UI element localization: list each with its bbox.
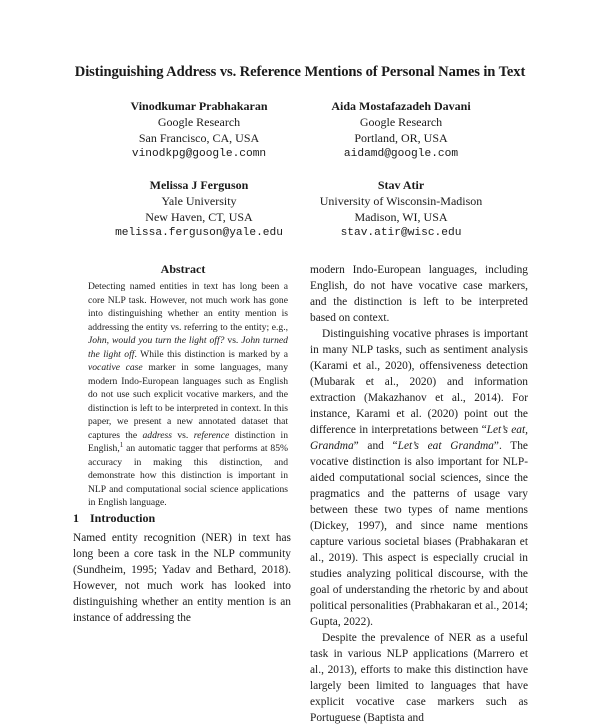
footnote-marker[interactable]: 1 [119,440,124,449]
author-name: Melissa J Ferguson [149,178,249,192]
author-name: Stav Atir [377,178,425,192]
example-address: John, would you turn the light off? [88,335,225,346]
term-reference: reference [193,429,230,441]
author-name: Vinodkumar Prabhakaran [130,99,268,113]
author-name: Aida Mostafazadeh Davani [331,99,471,113]
author-location: New Haven, CT, USA [145,210,253,224]
author-location: San Francisco, CA, USA [138,131,260,145]
intro-paragraph: Named entity recognition (NER) in text has long been a core task in the NLP community (Sundheim, 1995; Yadav and Bethard, 2018). However, not much work has looked into distinguishing whether an entity mention is an instance of addressing the [73,532,291,624]
author-email: stav.atir@wisc.edu [340,227,462,239]
author-email: melissa.ferguson@yale.edu [115,227,283,239]
example-reference: John turned the light off [88,335,288,360]
paper-title: Distinguishing Address vs. Reference Mentions of Personal Names in Text [74,64,526,80]
paragraph: Distinguishing vocative phrases is important in many NLP tasks, such as sentiment analysis (Karami et al., 2020), offensiveness detection (Mubarak et al., 2020) and information extraction (Makazhanov et al., 2014). For instance, Karami et al. (2020) point out the difference in interpretations between “Let’s eat, Grandma” and “Let’s eat Grandma”. The vocative distinction is also important for NLP-aided computational social sciences, since the pragmatics and the patterns of usage vary between these two types of name mentions (Dickey, 1997), and since name mentions capture various societal biases (Prabhakaran et al., 2019). This aspect is especially crucial in studies analyzing political discourse, with the goal of understanding the rhetoric by and about political personalities (Prabhakaran et al., 2014; Gupta, 2022). [310,328,528,628]
author-block [281,177,521,241]
term-vocative: vocative case [88,362,143,373]
author-location: Portland, OR, USA [354,131,448,145]
author-email: vinodkpg@google.comn [131,148,267,160]
author-location: Madison, WI, USA [354,210,448,224]
author-affiliation: Google Research [359,115,443,129]
section-title: Introduction [90,511,156,525]
paragraph: modern Indo-European languages, including English, do not have vocative case markers, and the distinction is left to be interpreted based on context. [310,264,528,324]
abstract-heading: Abstract [160,262,206,276]
author-affiliation: Google Research [157,115,241,129]
author-affiliation: University of Wisconsin-Madison [319,194,483,208]
section-heading [73,511,155,526]
example-quote: Let’s eat, Grandma [310,424,528,452]
abstract-body: Detecting named entities in text has long been a core NLP task. However, not much work has gone into distinguishing whether an entity mention is addressing the entity vs. referring to the entity; e.g., John, would you turn the light off? vs. John turned the light off. While this distinction is marked by a vocative case marker in some languages, many modern Indo-European languages such as English do not use such explicit vocative markers, and the distinction is left to be interpreted in context. In this paper, we present a new annotated dataset that captures the address vs. reference distinction in English,$^1$ an automatic tagger that performs at 85% accuracy in making this distinction, and demonstrate how this distinction is important in NLP and computational social science applications in English language. [88,281,288,508]
right-column [310,262,528,726]
term-address: address [142,429,172,441]
paragraph: Despite the prevalence of NER as a useful task in various NLP applications (Marrero et al., 2013), efforts to make this distinction have largely been limited to languages that have explicit vocative case markers such as Portuguese (Baptista and [310,632,528,724]
author-block [281,98,521,162]
example-quote: Let’s eat Grandma [397,440,494,452]
section-number: 1 [73,511,79,525]
author-email: aidamd@google.com [343,148,459,160]
author-affiliation: Yale University [161,194,237,208]
